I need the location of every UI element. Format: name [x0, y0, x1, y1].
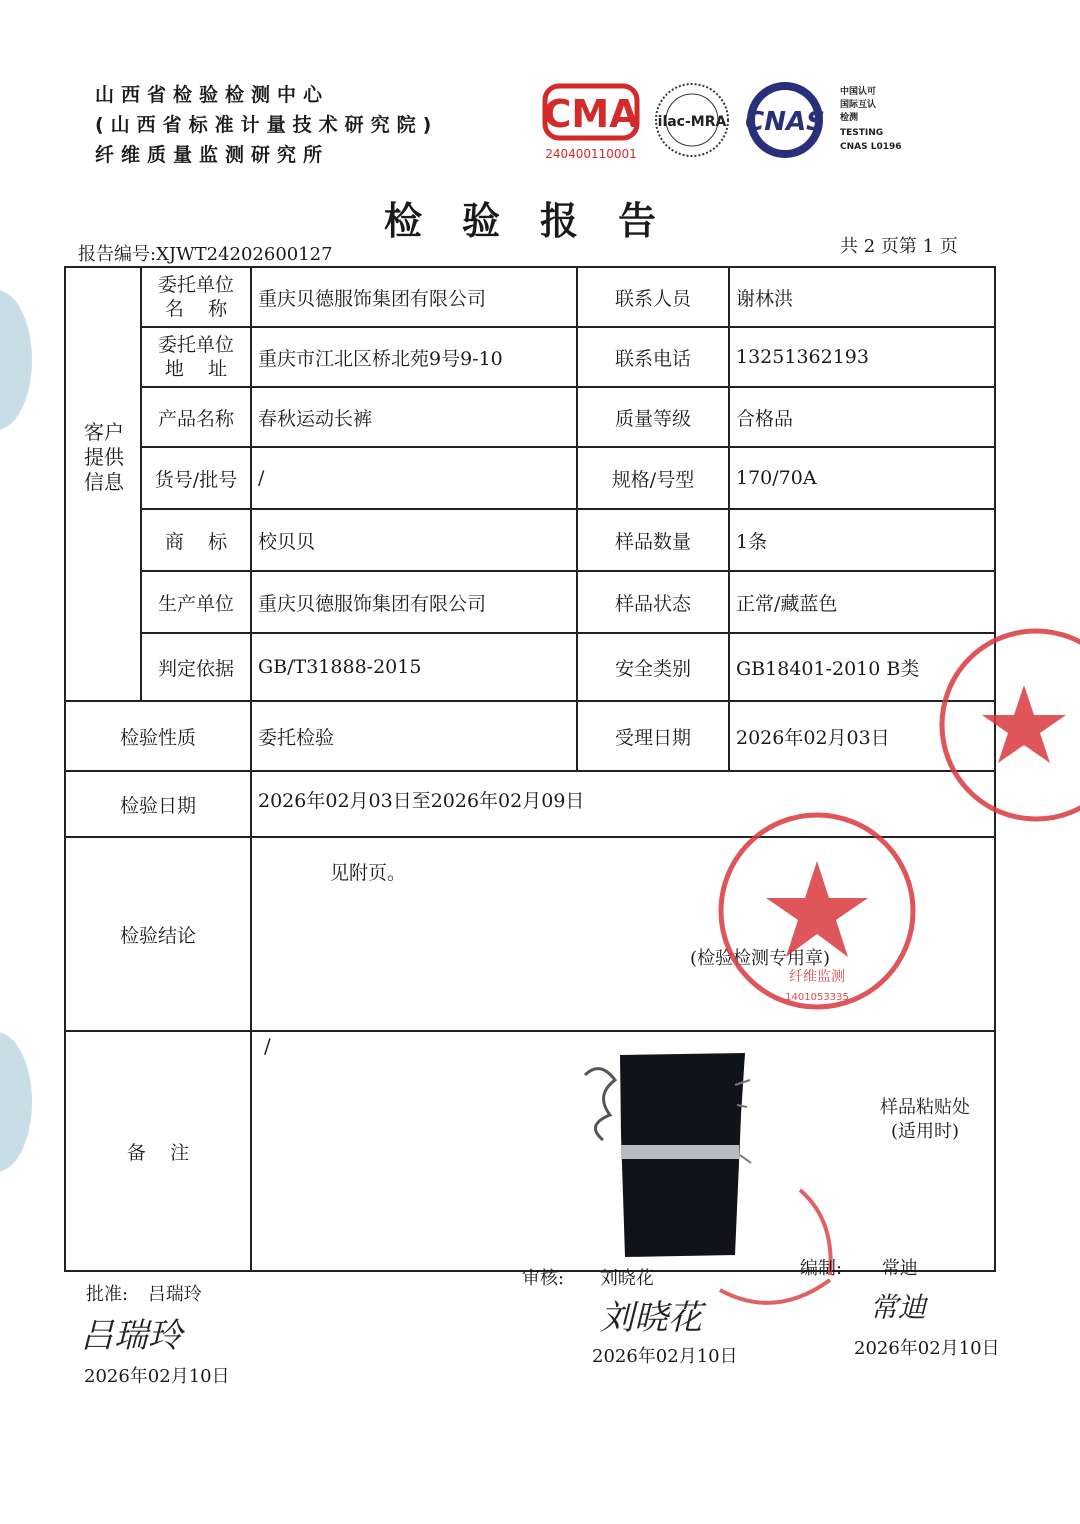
ilac-text: ilac-MRA [657, 114, 727, 130]
judgment-basis: GB/T31888-2015 [258, 656, 422, 678]
stamp-note: (检验检测专用章) [690, 948, 831, 969]
client-name-label: 委托单位 名 称 [157, 274, 234, 320]
judgment-basis-label: 判定依据 [157, 657, 234, 680]
conclusion-label: 检验结论 [119, 924, 196, 947]
sample-state-label: 样品状态 [614, 592, 691, 615]
cnas-note: 中国认可 [840, 87, 877, 97]
safety-category-label: 安全类别 [614, 657, 691, 680]
official-seal-signature [700, 1170, 850, 1320]
sample-quantity: 1条 [736, 530, 768, 553]
org-department: 纤维质量监测研究所 [95, 144, 330, 166]
reviewer-label: 审核: [522, 1268, 565, 1289]
client-address: 重庆市江北区桥北苑9号9-10 [258, 347, 503, 370]
ilac-mra-logo [656, 84, 728, 156]
report-number [78, 240, 333, 266]
cma-number: 240400110001 [545, 147, 637, 161]
binder-hole-top [0, 290, 32, 430]
conclusion-text: 见附页。 [330, 862, 407, 884]
phone-label: 联系电话 [614, 347, 691, 370]
sample-area-note: (适用时) [890, 1121, 960, 1142]
cnas-notes [840, 85, 902, 152]
seal-number-text: 1401053335 [785, 992, 849, 1003]
preparer-signature: 常迪 [870, 1291, 927, 1324]
cnas-note: 国际互认 [840, 100, 877, 110]
official-seal-conclusion [712, 806, 922, 1016]
sample-state: 正常/藏蓝色 [736, 592, 838, 615]
inspection-date-label: 检验日期 [119, 794, 196, 817]
report-number-value: XJWT24202600127 [156, 244, 333, 265]
organization-header [95, 80, 438, 170]
quality-grade: 合格品 [736, 407, 794, 430]
acceptance-date: 2026年02月03日 [736, 726, 890, 749]
customer-info-side-label: 客户提供信息 [84, 420, 124, 494]
approver-signature: 吕瑞玲 [80, 1316, 182, 1356]
approver [86, 1280, 202, 1306]
preparer [800, 1254, 918, 1280]
reviewer [522, 1264, 654, 1290]
brand-value: 校贝贝 [258, 530, 316, 553]
remark-label: 备 注 [126, 1141, 190, 1164]
inspection-nature-label: 检验性质 [119, 726, 196, 749]
cnas-text: CNAS [745, 107, 825, 137]
report-number-label: 报告编号: [78, 244, 157, 265]
reviewer-date: 2026年02月10日 [592, 1346, 738, 1367]
cma-text: CMA [543, 92, 639, 136]
approver-name: 吕瑞玲 [147, 1284, 202, 1305]
preparer-label: 编制: [800, 1258, 843, 1279]
cnas-note: TESTING [840, 128, 884, 138]
cnas-note: 检测 [840, 113, 859, 123]
sample-area-title: 样品粘贴处 [880, 1097, 970, 1118]
preparer-name: 常迪 [881, 1258, 918, 1279]
cnas-note: CNAS L0196 [840, 142, 902, 152]
approver-label: 批准: [86, 1284, 129, 1305]
inspection-date: 2026年02月03日至2026年02月09日 [258, 789, 585, 812]
batch-number: / [258, 467, 265, 489]
reviewer-signature: 刘晓花 [600, 1298, 702, 1338]
preparer-date: 2026年02月10日 [854, 1338, 1000, 1359]
acceptance-date-label: 受理日期 [614, 726, 691, 749]
contact-name: 谢林洪 [736, 287, 794, 310]
spec-value: 170/70A [736, 467, 817, 489]
brand-label: 商 标 [164, 530, 228, 553]
certification-logos [540, 80, 920, 165]
client-address-label: 委托单位 地 址 [157, 334, 234, 380]
contact-label: 联系人员 [614, 287, 691, 310]
manufacturer-label: 生产单位 [157, 592, 234, 615]
report-title: 检验报告 [383, 199, 696, 243]
sample-quantity-label: 样品数量 [614, 530, 691, 553]
product-name: 春秋运动长裤 [258, 407, 373, 430]
safety-category: GB18401-2010 B类 [736, 657, 920, 680]
inspection-nature: 委托检验 [258, 726, 335, 749]
approver-date: 2026年02月10日 [84, 1366, 230, 1387]
cma-logo [543, 86, 639, 161]
spec-label: 规格/号型 [611, 468, 695, 491]
remark-value: / [264, 1034, 271, 1058]
page-count: 共 2 页第 1 页 [840, 236, 958, 257]
org-name: 山西省检验检测中心 [95, 84, 330, 106]
binder-hole-bottom [0, 1032, 32, 1172]
batch-number-label: 货号/批号 [154, 468, 238, 491]
phone-number: 13251362193 [736, 346, 869, 368]
sample-area-label [880, 1096, 970, 1144]
client-name: 重庆贝德服饰集团有限公司 [258, 287, 487, 310]
official-seal-side [936, 625, 1080, 825]
quality-grade-label: 质量等级 [614, 407, 691, 430]
manufacturer: 重庆贝德服饰集团有限公司 [258, 592, 487, 615]
seal-sub-text: 纤维监测 [789, 969, 845, 985]
reviewer-name: 刘晓花 [599, 1268, 654, 1289]
cnas-logo [745, 82, 825, 158]
org-subtitle: (山西省标准计量技术研究院) [95, 114, 439, 136]
product-name-label: 产品名称 [157, 407, 234, 430]
